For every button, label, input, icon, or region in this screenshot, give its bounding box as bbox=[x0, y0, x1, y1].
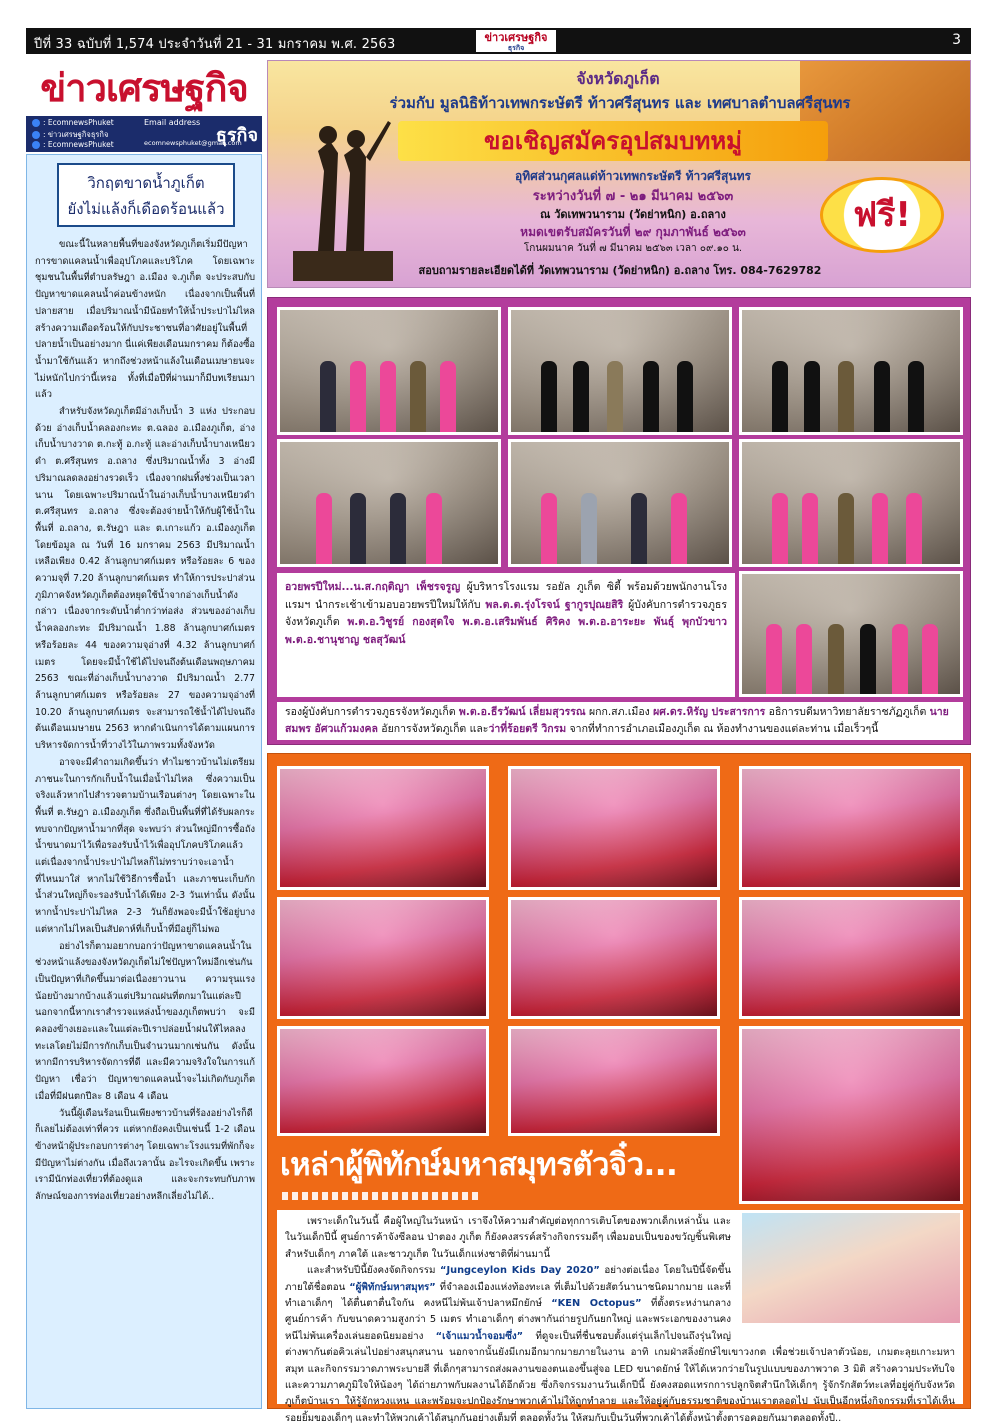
greeting-photo bbox=[277, 439, 501, 567]
article-title-line1: วิกฤตขาดน้ำภูเก็ต bbox=[87, 174, 205, 192]
article-paragraph: อาจจะมีคำถามเกิดขึ้นว่า ทำไมชาวบ้านไม่เตรียมภาชนะในการกักเก็บน้ำในเมื่อน้ำไม่ไหล ซึ่งความเป็นจริงแล้วหากไปสำรวจตามบ้านเรือนต่างๆ โดยเฉพาะในพื้นที่ ต.รัษฎา อ.เมืองภูเก็ต ซึ่งถือเป็นพื้นที่ที่ได้รับผลกระทบจากปัญหาน้ำมากที่สุด จะพบว่า ส่วนใหญ่มีการซื้อถังน้ำขนาดมาไว้เพื่อรองรับน้ำไว้เพื่ออุปโภคบริโภคแล้ว แต่เนื่องจากน้ำประปาไม่ไหลก็ไม่ทราบว่าจะเอาน้ำที่ไหนมาใส่ หากไม่ใช้วิธีการซื้อน้ำ และภาชนะเก็บกักน้ำส่วนใหญ่ก็จะรองรับน้ำได้เพียง 2-3 วันเท่านั้น ดังนั้นหากน้ำประปาไม่ไหล 2-3 วันก็ยังพอจะมีน้ำใช้อยู่บาง แต่หากไม่ไหลเป็นสัปดาห์ที่เก็บน้ำที่มีอยู่ก็ไม่พอ bbox=[35, 756, 255, 935]
greeting-photo bbox=[739, 439, 963, 567]
kids-inset-photo bbox=[739, 1210, 963, 1326]
caption-name: พล.ต.ต.รุ่งโรจน์ ฐากูรปุณยสิริ bbox=[485, 598, 624, 611]
caption-text: ผกก.สภ.เมือง bbox=[585, 706, 654, 718]
ad-line-deadline: หมดเขตรับสมัครวันที่ ๒๙ กุมภาพันธ์ ๒๕๖๓ bbox=[520, 225, 746, 239]
kids-article bbox=[277, 1210, 963, 1423]
kids-photo bbox=[277, 766, 489, 890]
greeting-caption bbox=[277, 573, 735, 697]
article-title-line2: ยังไม่แล้งก็เดือดร้อนแล้ว bbox=[67, 200, 225, 218]
greeting-photo bbox=[508, 307, 732, 435]
website-handle: : ข่าวเศรษฐกิจธุรกิจ bbox=[43, 130, 109, 139]
page-number: 3 bbox=[952, 32, 961, 48]
free-badge: ฟรี! bbox=[820, 177, 944, 253]
kids-text: อย่างต่อเนื่อง โดยในปีนี้จัดขึ้นภายใต้ชื่อตอน bbox=[285, 1265, 731, 1293]
caption-name: ผศ.ดร.หิรัญ ประสารการ bbox=[653, 706, 766, 718]
issue-line: ปีที่ 33 ฉบับที่ 1,574 ประจำวันที่ 21 - 31 มกราคม พ.ศ. 2563 bbox=[34, 37, 396, 52]
article-paragraph: วันนี้ผู้เดือนร้อนเป็นเพียงชาวบ้านที่ร้องอย่างไรก็ดีก็เลยไม่ต้องเท่าที่ควร แต่หากยังคงเป็นเช่นนี้ 1-2 เดือนข้างหน้าผู้ประกอบการต่างๆ โดยเฉพาะโรงแรมที่พักก็จะมีปัญหาไม่ต่างกัน เมื่อถึงเวลานั้น อะไรจะเกิดขึ้น เพราะเรามีนักท่องเที่ยวที่ต้องดูแล และจะกระทบกับภาพลักษณ์ของการท่องเที่ยวอย่างหลีกเลี่ยงไม่ได้.. bbox=[35, 1107, 255, 1203]
greeting-photo bbox=[739, 571, 963, 697]
kids-paragraph: เพราะเด็กในวันนี้ คือผู้ใหญ่ในวันหน้า เราจึงให้ความสำคัญต่อทุกการเติบโตของพวกเด็กเหล่านั้น และในวันเด็กปีนี้ ศูนย์การค้าจังซีลอน ป่าตอง ภูเก็ต ก็ยังคงสรรค์สร้างกิจกรรมดีๆ เพื่อมอบเป็นของขวัญชิ้นพิเศษ สำหรับเด็กๆ ภาคใต้ และชาวภูเก็ต ในวันเด็กแห่งชาติที่ผ่านมานี้ bbox=[285, 1216, 731, 1260]
kids-photo bbox=[277, 897, 489, 1019]
caption-text: รองผู้บังคับการตำรวจภูธรจังหวัดภูเก็ต bbox=[285, 706, 459, 718]
ad-line-dedication: อุทิศส่วนกุศลแด่ท้าวเทพกระษัตรี ท้าวศรีสุนทร bbox=[515, 169, 751, 183]
kids-text: และสำหรับปีนี้ยังคงจัดกิจกรรม bbox=[307, 1265, 441, 1277]
header-strip bbox=[26, 28, 971, 54]
new-year-greeting-section bbox=[267, 297, 971, 745]
ad-line-venue: ณ วัดเทพวนาราม (วัดย่าหนิก) อ.ถลาง bbox=[540, 208, 726, 221]
theme-name: “ผู้พิทักษ์มหาสมุทร” bbox=[349, 1281, 436, 1293]
twitter-handle: : EcomnewsPhuket bbox=[43, 140, 114, 149]
caption-name: อวยพรปีใหม่...น.ส.กฤติญา เพ็ชรจรูญ bbox=[285, 581, 461, 593]
mini-logo-text: ข่าวเศรษฐกิจ bbox=[484, 31, 548, 44]
greeting-photo bbox=[508, 439, 732, 567]
article-title bbox=[57, 163, 235, 227]
article-body bbox=[35, 237, 255, 1206]
caption-text: ผู้บังคับการตำรวจภูธรจังหวัดภูเก็ต bbox=[285, 598, 727, 629]
caption-text: อัยการจังหวัดภูเก็ต และ bbox=[377, 723, 489, 735]
masthead bbox=[26, 60, 262, 152]
kids-photo bbox=[508, 1026, 720, 1136]
kids-headline: เหล่าผู้พิทักษ์มหาสมุทรตัวจิ๋ว... bbox=[280, 1147, 678, 1183]
ad-line-partners: ร่วมกับ มูลนิธิท้าวเทพกระษัตรี ท้าวศรีสุนทร และ เทศบาลตำบลศรีสุนทร bbox=[389, 94, 851, 112]
left-article bbox=[26, 154, 262, 1409]
caption-name: นายสมพร อัศวแก้วมงคล bbox=[285, 706, 949, 735]
business-label: ธุรกิจ bbox=[215, 125, 258, 146]
kids-photo bbox=[739, 1026, 963, 1204]
ad-line-dates: ระหว่างวันที่ ๗ - ๒๑ มีนาคม ๒๕๖๓ bbox=[532, 189, 734, 204]
mini-logo bbox=[476, 30, 556, 52]
ordination-ad bbox=[267, 60, 971, 288]
kids-photo bbox=[739, 766, 963, 890]
seal-ride-name: “เจ้าแมวน้ำจอมซึ่ง” bbox=[435, 1330, 524, 1342]
octopus-name: “KEN Octopus” bbox=[551, 1298, 642, 1310]
kids-day-section bbox=[267, 753, 971, 1423]
globe-icon bbox=[32, 131, 40, 139]
article-paragraph: ขณะนี้ในหลายพื้นที่ของจังหวัดภูเก็ตเริ่มมีปัญหาการขาดแคลนน้ำเพื่ออุปโภคและบริโภค โดยเฉพาะชุมชนในพื้นที่ตำบลรัษฎา อ.เมือง จ.ภูเก็ต จะประสบกับปัญหาขาดแคลนน้ำค่อนข้างหนัก เนื่องจากเป็นพื้นที่ปลายสาย เมื่อปริมาณน้ำมีน้อยทำให้น้ำประปาไม่ไหล สร้างความเดือดร้อนให้กับประชาชนที่อาศัยอยู่ในพื้นที่ปลายน้ำเป็นอย่างมาก นี่แค่เพียงเดือนมกราคม ก็ต้องซื้อน้ำมาใช้กันแล้ว หากถึงช่วงหน้าแล้งในเดือนเมษายนจะไม่หนักไปกว่านี้เหรอ ทั้งที่เมื่อปีที่ผ่านมาก็มีบทเรียนมาแล้ว bbox=[35, 239, 255, 401]
brand-logo: ข่าวเศรษฐกิจ bbox=[26, 60, 262, 116]
email-label: Email address bbox=[144, 118, 201, 127]
mini-logo-sub: ธุรกิจ bbox=[507, 43, 525, 52]
caption-name: ว่าที่ร้อยตรี วิกรม bbox=[488, 723, 567, 735]
kids-text: ที่จำลองเมืองแห่งท้องทะเล ที่เต็มไปด้วยสัตว์นานาชนิดมากมาย และที่ทำเอาเด็กๆ ได้ตื่นตาตื่นใจกัน คงหนีไม่พ้นเจ้าปลาหมึกยักษ์ bbox=[285, 1281, 731, 1310]
caption-text: ผู้บริหารโรงแรม รอยัล ภูเก็ต ซิตี้ พร้อมด้วยพนักงานโรงแรมฯ นำกระเช้าเข้ามอบอวยพรปีใหม่ให้กับ bbox=[285, 581, 727, 611]
event-name: “Jungceylon Kids Day 2020” bbox=[440, 1265, 600, 1277]
kids-photo bbox=[739, 897, 963, 1019]
facebook-row bbox=[32, 118, 114, 127]
kids-text: ที่ดูจะเป็นที่ชื่นชอบตั้งแต่รุ่นเล็กไปจนถึงรุ่นใหญ่ ต่างพากันต่อคิวเล่นไปอย่างสนุกสนาน นอกจากนั้นยังมีเกมอีกมากมายภายในงาน อาทิ เกมฝ่าสลิ่งยักษ์ไขเขาวงกต เพื่อช่วยเจ้าปลาตัวน้อย, เกมตะลุยเกาะมหาสมุท และกิจกรรมวาดภาพระบายสี ที่เด็กๆสามารถส่งผลงานของตนเองขึ้นสู่จอ LED ขนาดยักษ์ ให้ได้เหวกว่ายในรูปแบบของภาพวาด 3 มิติ สร้างความประทับใจ และความภาคภูมิใจให้น้องๆ ได้ถ่ายภาพกับผลงานได้อีกด้วย ซึ่งกิจกรรมงานวันเด็กปีนี้ ยังคงสอดแทรกการปลูกจิตสำนึกให้เด็กๆ รู้จักรักสัตว์ทะเลที่อยู่คู่กับจังหวัดภูเก็ตบ้านเรา ให้รู้จักหวงแหน และพร้อมจะปกป้องรักษาพวกเค้าไม่ให้ถูกทำลาย และให้อยู่คู่กับธรรมชาติของบ้านเราตลอดไป นับเป็นอีกหนึ่งกิจกรรมที่เราได้เห็นรอยยิ้มของเด็กๆ และทำให้พวกเค้าได้สนุกกันอย่างเต็มที่ ตลอดทั้งวัน ให้สมกับเป็นวันที่พวกเค้าได้ตั้งหน้าตั้งตารอคอยกันมาตลอดทั้งปี.. bbox=[285, 1330, 955, 1423]
twitter-icon bbox=[32, 141, 40, 149]
ad-line-province: จังหวัดภูเก็ต bbox=[576, 69, 660, 88]
kids-photo bbox=[508, 766, 720, 890]
email-address: ecomnewsphuket@gmail.com bbox=[144, 139, 242, 147]
greeting-caption-bottom bbox=[277, 702, 963, 740]
caption-name: พ.ต.อ.วิชูรย์ กองสุดใจ พ.ต.อ.เสริมพันธ์ ศิริคง พ.ต.อ.อาระยะ พันธุ์ พุกบัวขาว พ.ต.อ.ชานุชาญ ชลสุวัฒน์ bbox=[285, 616, 727, 646]
twitter-row bbox=[32, 140, 114, 149]
greeting-photo bbox=[739, 307, 963, 435]
caption-name: พ.ต.อ.ธีรวัฒน์ เลี่ยมสุวรรณ bbox=[458, 706, 586, 718]
caption-text: อธิการบดีมหาวิทยาลัยราชภัฏภูเก็ต bbox=[765, 706, 930, 718]
facebook-handle: : EcomnewsPhuket bbox=[43, 118, 114, 127]
article-paragraph: สำหรับจังหวัดภูเก็ตมีอ่างเก็บน้ำ 3 แห่ง ประกอบด้วย อ่างเก็บน้ำคลองกะทะ ต.ฉลอง อ.เมืองภูเก็ต, อ่างเก็บน้ำบางวาด ต.กะทู้ อ.กะทู้ และอ่างเก็บน้ำบางเหนียวดำ ต.ศรีสุนทร อ.ถลาง ซึ่งปริมาณน้ำทั้ง 3 อ่างมีปริมาณลดลงอย่างรวดเร็ว เนื่องจากฝนทิ้งช่วงเป็นเวลานาน โดยเฉพาะปริมาณน้ำในอ่างเก็บน้ำบางเหนียวดำ ต.ศรีสุนทร อ.ถลาง ซึ่งจะต้องจ่ายน้ำให้กับผู้ใช้น้ำในพื้นที่ อ.ถลาง, ต.รัษฎา และ ต.เกาะแก้ว อ.เมืองภูเก็ต โดยข้อมูล ณ วันที่ 16 มกราคม 2563 มีปริมาณน้ำเหลือเพียง 0.42 ล้านลูกบาศก์เมตร หรือร้อยละ 6 ของความจุที่ 7.20 ล้านลูกบาศก์เมตร ทำให้การประปาส่วนภูมิภาคจังหวัดภูเก็ตต้องหยุดใช้น้ำจากอ่างเก็บน้ำดังกล่าว เนื่องจากระดับน้ำต่ำกว่าท่อส่ง ส่วนของอ่างเก็บน้ำคลองกะทะ มีปริมาณน้ำ 1.88 ล้านลูกบาศก์เมตร หรือร้อยละ 44 ของความจุอ่างที่ 4.32 ล้านลูกบาศก์เมตร โดยจะมีน้ำใช้ได้ไปจนถึงต้นเดือนพฤษภาคม 2563 ขณะที่อ่างเก็บน้ำบางวาด มีปริมาณน้ำ 2.77 ล้านลูกบาศก์เมตร หรือร้อยละ 27 ของความจุอ่างที่ 10.20 ล้านลูกบาศก์เมตร จะสามารถใช้น้ำได้ไปจนถึงต้นเดือนเมษายน 2563 หากดำเนินการได้ตามแผนการบริหารจัดการน้ำที่วางไว้ในภาพรวมทั้งจังหวัด bbox=[35, 406, 255, 752]
ad-line-contact: สอบถามรายละเอียดได้ที่ วัดเทพวนาราม (วัดย่าหนิก) อ.ถลาง โทร. 084-7629782 bbox=[418, 264, 822, 277]
kids-photo bbox=[277, 1026, 489, 1136]
greeting-photo bbox=[277, 307, 501, 435]
kids-text: ที่ตั้งตระหง่านกลางศูนย์การค้า กับขนาดความสูงกว่า 5 เมตร ทำเอาเด็กๆ ต่างพากันถ่ายรูปกันยกใหญ่ และพระเอกของงานคงหนีไม่พ้นเครื่องเล่นยอดนิยมอย่าง bbox=[285, 1298, 732, 1342]
ad-headline: ขอเชิญสมัครอุปสมบทหมู่ bbox=[398, 121, 828, 161]
article-paragraph: อย่างไรก็ตามอยากบอกว่าปัญหาขาดแคลนน้ำในช่วงหน้าแล้งของจังหวัดภูเก็ตไม่ใช่ปัญหาใหม่อีกเช่นกัน เป็นปัญหาที่เกิดขึ้นมาต่อเนื่องยาวนาน ความรุนแรงน้อยบ้างมากบ้างแล้วแต่ปริมาณฝนที่ตกมาในแต่ละปี นอกจากนี้หากเราสำรวจแหล่งน้ำของภูเก็ตพบว่า จะมีคลองข้างเยอะและในแต่ละปีเราปล่อยน้ำฝนให้ไหลลงทะเลโดยไม่มีการกักเก็บเป็นจำนวนมากเช่นกัน ดังนั้นหากมีการบริหารจัดการที่ดี และมีความจริงใจในการแก้ปัญหา เชื่อว่า ปัญหาขาดแคลนน้ำจะไม่เกิดกับภูเก็ต เมื่อที่มีฝนตกปีละ 8 เดือน 4 เดือน bbox=[35, 940, 255, 1102]
social-bar bbox=[26, 116, 262, 152]
headline-underline bbox=[282, 1192, 482, 1200]
caption-text: จากที่ทำการอำเภอเมืองภูเก็ต ณ ห้องทำงานของแต่ละท่าน เมื่อเร็วๆนี้ bbox=[566, 723, 879, 735]
facebook-icon bbox=[32, 119, 40, 127]
ad-line-shaving: โกนผมนาค วันที่ ๗ มีนาคม ๒๕๖๓ เวลา ๐๙.๑๐ น. bbox=[523, 243, 743, 254]
kids-photo bbox=[508, 897, 720, 1019]
heroines-statue-image bbox=[278, 101, 408, 281]
